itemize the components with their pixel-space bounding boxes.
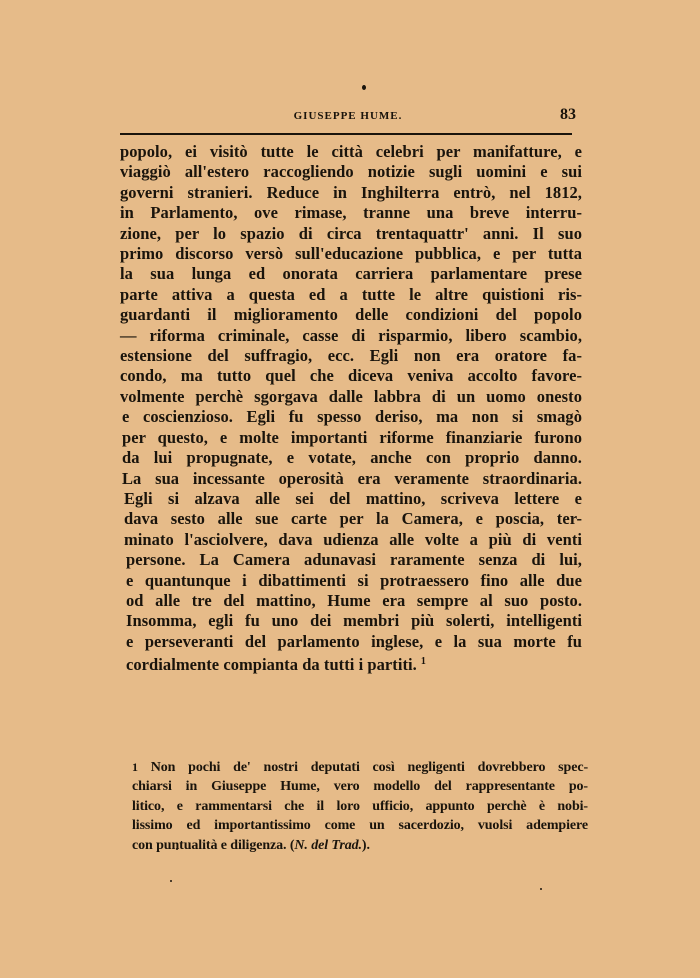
- text-line: per questo, e molte importanti riforme finanziarie furono: [122, 427, 582, 447]
- text-line: — riforma criminale, casse di risparmio, libero scambio,: [120, 325, 582, 345]
- text-line: condo, ma tutto quel che diceva veniva accolto favore-: [120, 366, 582, 386]
- text-line: governi stranieri. Reduce in Inghilterra entrò, nel 1812,: [120, 182, 582, 202]
- text-line: zione, per lo spazio di circa trentaquattr' anni. Il suo: [120, 223, 582, 243]
- footnote: [132, 758, 588, 855]
- footnote-text: con puntualità e diligenza. (: [132, 837, 295, 853]
- text-line: od alle tre del mattino, Hume era sempre al suo posto.: [126, 590, 582, 610]
- text-line: minato l'asciolvere, dava udienza alle volte a più di venti: [124, 529, 582, 549]
- ink-speck: [362, 85, 366, 90]
- page-header: [120, 106, 576, 130]
- text-line: Egli si alzava alle sei del mattino, scriveva lettere e: [124, 488, 582, 508]
- footnote-reference: 1: [420, 656, 426, 668]
- text-line: in Parlamento, ove rimase, tranne una breve interru-: [120, 203, 582, 223]
- body-text: [120, 142, 582, 673]
- footnote-closing: ).: [361, 837, 370, 853]
- ink-speck: [540, 888, 542, 890]
- text-line: dava sesto alle sue carte per la Camera, e poscia, ter-: [124, 509, 582, 529]
- page-number: 83: [560, 106, 576, 123]
- text-line: la sua lunga ed onorata carriera parlamentare prese: [120, 264, 582, 284]
- ink-speck: [170, 880, 172, 882]
- footnote-marker: 1: [132, 760, 138, 774]
- footnote-line: [132, 758, 588, 777]
- text-line: volmente perchè sgorgava dalle labbra di un uomo onesto: [120, 386, 582, 406]
- text-line: parte attiva a questa ed a tutte le altre quistioni ris-: [120, 284, 582, 304]
- text-line: e quantunque i dibattimenti si protraessero fino alle due: [126, 570, 582, 590]
- footnote-line: litico, e rammentarsi che il loro ufficio, appunto perchè è nobi-: [132, 798, 588, 814]
- footnote-text: Non pochi de' nostri deputati così negligenti dovrebbero spec-: [150, 760, 589, 775]
- footnote-line: chiarsi in Giuseppe Hume, vero modello del rappresentante po-: [132, 779, 588, 795]
- text-line: cordialmente compianta da tutti i partiti.: [126, 655, 417, 675]
- translator-note: N. del Trad.: [294, 837, 362, 853]
- text-line: e perseveranti del parlamento inglese, e la sua morte fu: [126, 631, 582, 651]
- text-line: guardanti il miglioramento delle condizioni del popolo: [120, 305, 582, 325]
- text-line: Insomma, egli fu uno dei membri più solerti, intelligenti: [126, 611, 582, 631]
- text-line: estensione del suffragio, ecc. Egli non era oratore fa-: [120, 346, 582, 366]
- text-line: e coscienzioso. Egli fu spesso deriso, ma non si smagò: [122, 407, 582, 427]
- text-line: viaggiò all'estero raccogliendo notizie sugli uomini e sui: [120, 162, 582, 182]
- text-line: popolo, ei visitò tutte le città celebri per manifatture, e: [120, 142, 582, 161]
- text-line: da lui propugnate, e votate, anche con proprio danno.: [122, 448, 582, 468]
- text-line: persone. La Camera adunavasi raramente senza di lui,: [126, 550, 582, 570]
- footnote-line: lissimo ed importantissimo come un sacerdozio, vuolsi adempiere: [132, 818, 588, 834]
- text-line-last: [120, 652, 582, 675]
- text-line: La sua incessante operosità era veramente straordinaria.: [122, 468, 582, 488]
- running-head: GIUSEPPE HUME.: [293, 110, 403, 122]
- text-line: primo discorso versò sull'educazione pubblica, e per tutta: [120, 244, 582, 264]
- footnote-line-last: [132, 836, 588, 855]
- header-rule: [120, 133, 572, 135]
